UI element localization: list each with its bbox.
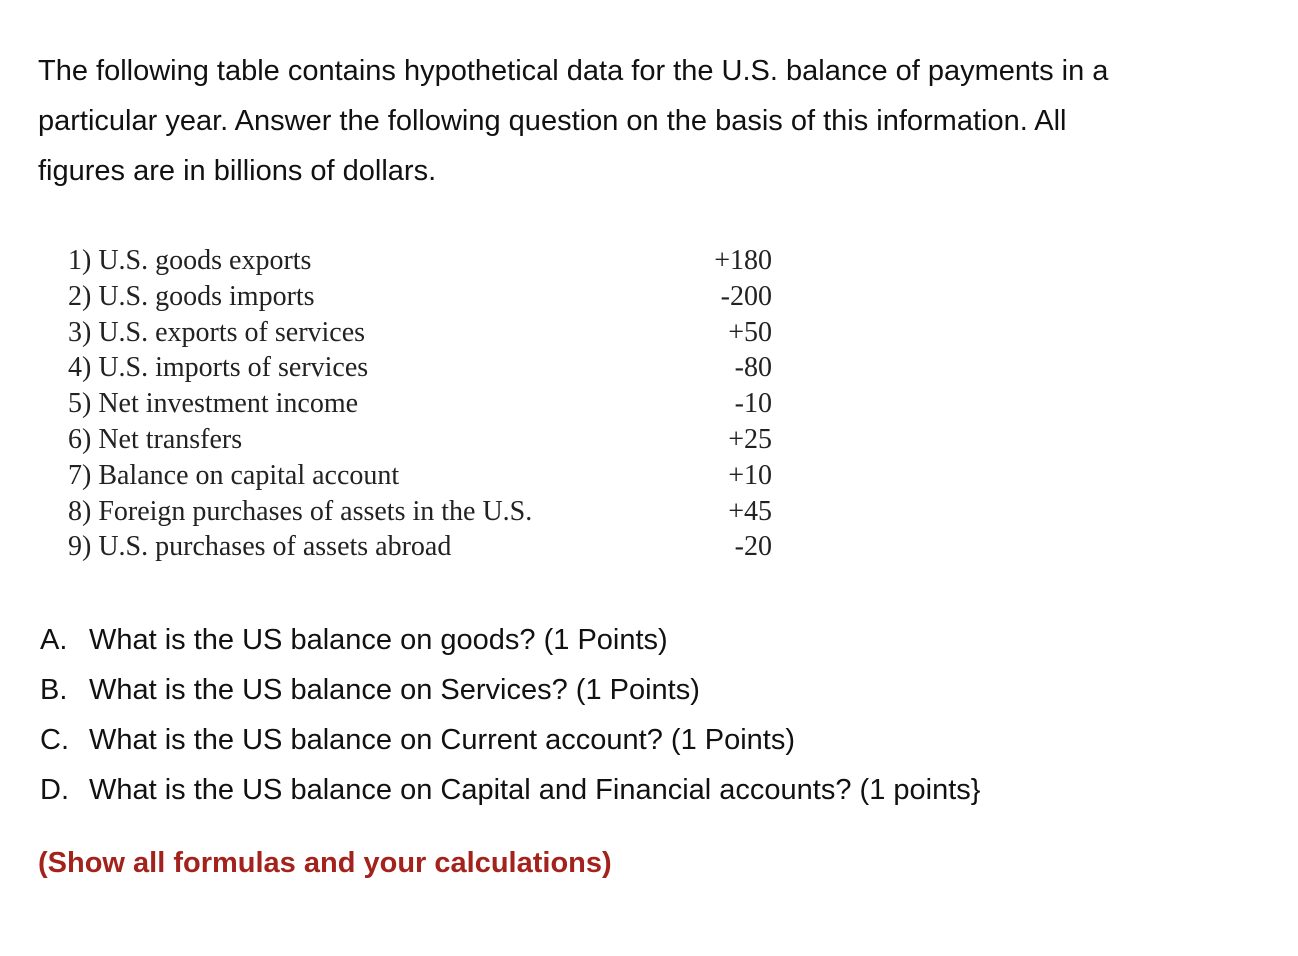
question-text: What is the US balance on Services? (1 Points) bbox=[89, 674, 700, 706]
balance-of-payments-table bbox=[68, 243, 778, 565]
table-row bbox=[68, 350, 778, 386]
question-letter: B. bbox=[40, 674, 68, 706]
row-value: +180 bbox=[714, 245, 772, 276]
table-row bbox=[68, 279, 778, 315]
row-label: 4) U.S. imports of services bbox=[68, 352, 369, 384]
question-letter: D. bbox=[40, 774, 69, 806]
question-text: What is the US balance on Current account? (1 Points) bbox=[89, 724, 796, 756]
table-row bbox=[68, 494, 778, 530]
table-row bbox=[68, 458, 778, 494]
row-label: 2) U.S. goods imports bbox=[68, 280, 315, 312]
question-item bbox=[40, 665, 980, 715]
table-row bbox=[68, 529, 778, 565]
row-label: 1) U.S. goods exports bbox=[68, 245, 312, 276]
row-label: 7) Balance on capital account bbox=[68, 459, 400, 491]
intro-line: figures are in billions of dollars. bbox=[38, 155, 437, 187]
question-item bbox=[40, 765, 980, 815]
row-label: 9) U.S. purchases of assets abroad bbox=[68, 531, 452, 563]
row-value: +25 bbox=[728, 423, 772, 455]
instructions-note: (Show all formulas and your calculations) bbox=[38, 847, 612, 879]
question-letter: A. bbox=[40, 624, 68, 656]
question-text: What is the US balance on goods? (1 Points) bbox=[89, 624, 668, 656]
table-row bbox=[68, 315, 778, 351]
row-value: -10 bbox=[734, 388, 772, 420]
table-row bbox=[68, 422, 778, 458]
intro-line: The following table contains hypothetical data for the U.S. balance of payments in a bbox=[38, 55, 1109, 87]
row-value: +50 bbox=[728, 316, 772, 348]
row-label: 8) Foreign purchases of assets in the U.S. bbox=[68, 495, 533, 527]
row-value: -200 bbox=[720, 280, 772, 312]
table-row bbox=[68, 243, 778, 279]
row-value: +10 bbox=[728, 459, 772, 491]
row-label: 6) Net transfers bbox=[68, 423, 243, 455]
table-row bbox=[68, 386, 778, 422]
intro-line: particular year. Answer the following question on the basis of this information. All bbox=[38, 105, 1067, 137]
row-label: 3) U.S. exports of services bbox=[68, 316, 366, 348]
row-value: -80 bbox=[734, 352, 772, 384]
row-value: +45 bbox=[728, 495, 772, 527]
question-text: What is the US balance on Capital and Financial accounts? (1 points} bbox=[89, 774, 981, 806]
question-item bbox=[40, 715, 980, 765]
question-item bbox=[40, 615, 980, 665]
question-letter: C. bbox=[40, 724, 69, 756]
row-label: 5) Net investment income bbox=[68, 388, 359, 420]
intro-paragraph bbox=[38, 46, 1258, 196]
question-list bbox=[40, 615, 980, 815]
row-value: -20 bbox=[734, 531, 772, 563]
